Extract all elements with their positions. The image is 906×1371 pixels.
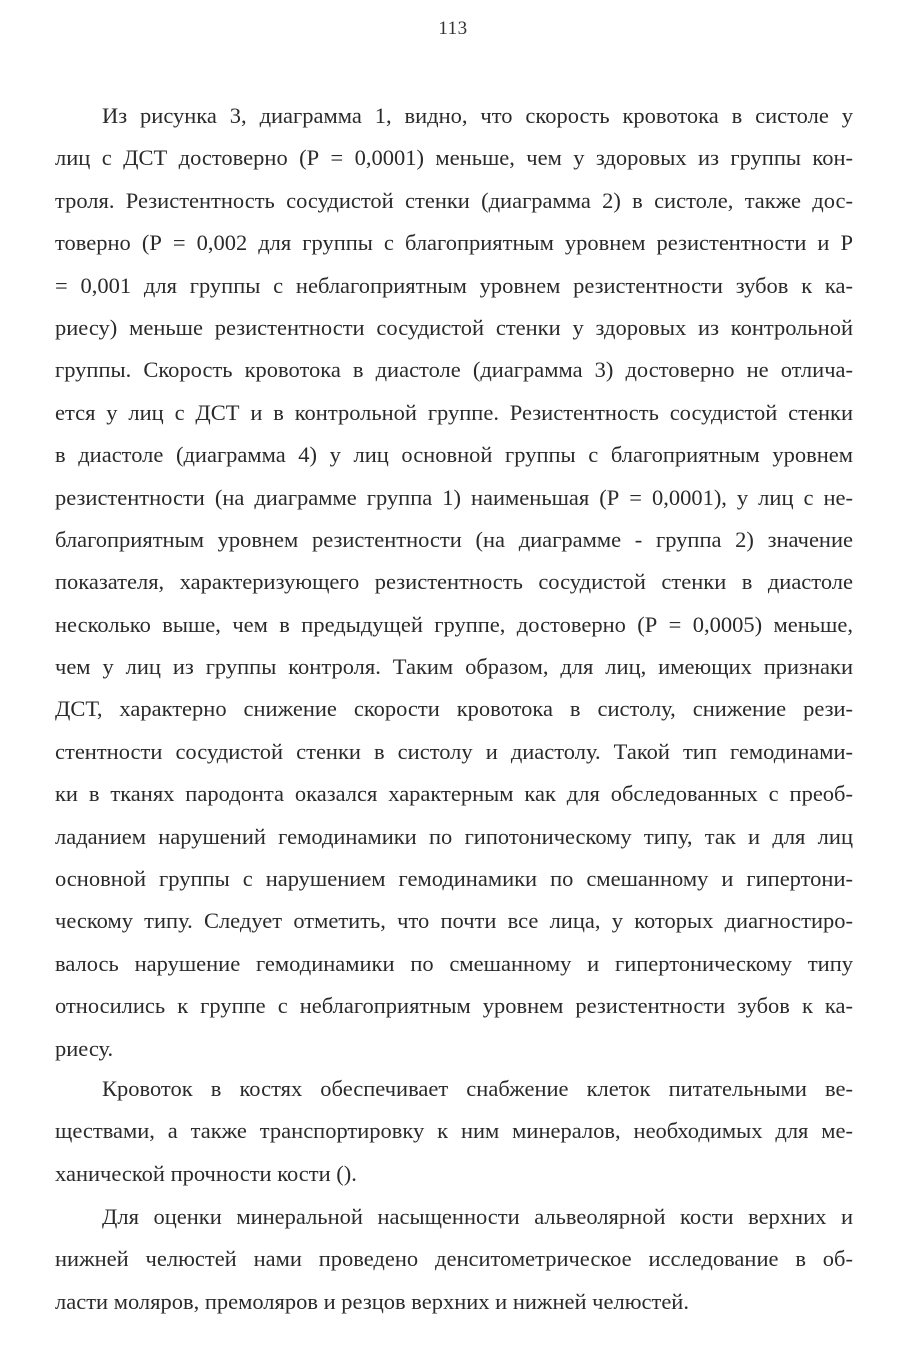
text-line: стентности сосудистой стенки в систолу и диастолу. Такой тип гемодинами- [55, 738, 853, 764]
text-line: нижней челюстей нами проведено денситометрическое исследование в об- [55, 1246, 853, 1272]
paragraph-blood-flow-results [55, 95, 853, 1070]
paragraph-densitometry [55, 1196, 853, 1323]
text-line: Из рисунка 3, диаграмма 1, видно, что скорость кровотока в систоле у [102, 103, 853, 128]
text-line: ки в тканях пародонта оказался характерным как для обследованных с преоб- [55, 781, 853, 807]
text-line: ханической прочности кости (). [55, 1160, 357, 1186]
text-line: основной группы с нарушением гемодинамики по смешанному и гипертони- [55, 866, 853, 892]
text-line: несколько выше, чем в предыдущей группе, достоверно (Р = 0,0005) меньше, [55, 611, 853, 637]
text-line: Для оценки минеральной насыщенности альвеолярной кости верхних и [102, 1204, 853, 1229]
text-line: риесу. [55, 1035, 114, 1061]
text-line: чем у лиц из группы контроля. Таким образом, для лиц, имеющих признаки [55, 654, 853, 680]
text-line: относились к группе с неблагоприятным уровнем резистентности зубов к ка- [55, 993, 853, 1019]
text-line: благоприятным уровнем резистентности (на диаграмме - группа 2) значение [55, 526, 853, 552]
text-line: Кровоток в костях обеспечивает снабжение клеток питательными ве- [102, 1076, 853, 1101]
text-line: ДСТ, характерно снижение скорости кровотока в систолу, снижение рези- [55, 696, 853, 722]
text-line: в диастоле (диаграмма 4) у лиц основной группы с благоприятным уровнем [55, 442, 853, 468]
text-line: ласти моляров, премоляров и резцов верхних и нижней челюстей. [55, 1288, 689, 1314]
page-number: 113 [438, 18, 468, 39]
text-line: показателя, характеризующего резистентность сосудистой стенки в диастоле [55, 569, 853, 595]
text-line: валось нарушение гемодинамики по смешанному и гипертоническому типу [55, 950, 853, 976]
text-line: троля. Резистентность сосудистой стенки (диаграмма 2) в систоле, также дос- [55, 187, 853, 213]
text-line: резистентности (на диаграмме группа 1) наименьшая (Р = 0,0001), у лиц с не- [55, 484, 853, 510]
text-line: ладанием нарушений гемодинамики по гипотоническому типу, так и для лиц [55, 823, 853, 849]
text-line: ществами, а также транспортировку к ним минералов, необходимых для ме- [55, 1118, 853, 1144]
paragraph-bone-blood-flow [55, 1068, 853, 1195]
text-line: ческому типу. Следует отметить, что почти все лица, у которых диагностиро- [55, 908, 853, 934]
text-line: товерно (Р = 0,002 для группы с благоприятным уровнем резистентности и Р [55, 230, 853, 256]
text-line: ется у лиц с ДСТ и в контрольной группе. Резистентность сосудистой стенки [55, 399, 853, 425]
text-line: = 0,001 для группы с неблагоприятным уровнем резистентности зубов к ка- [55, 272, 853, 298]
text-line: лиц с ДСТ достоверно (Р = 0,0001) меньше, чем у здоровых из группы кон- [55, 145, 853, 171]
text-line: группы. Скорость кровотока в диастоле (диаграмма 3) достоверно не отлича- [55, 357, 853, 383]
text-line: риесу) меньше резистентности сосудистой стенки у здоровых из контрольной [55, 314, 853, 340]
